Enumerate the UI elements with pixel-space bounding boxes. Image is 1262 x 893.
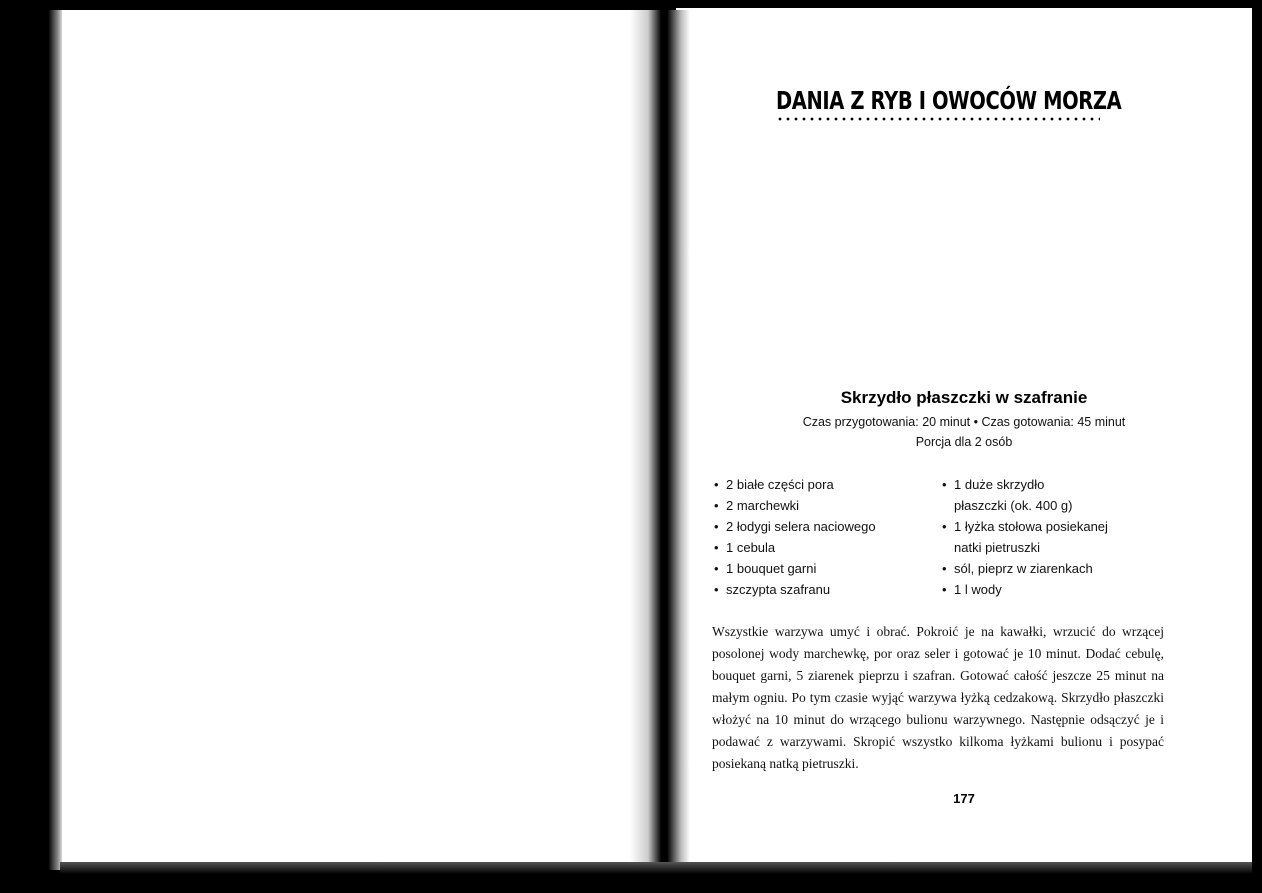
bottom-edge-shadow bbox=[60, 862, 1252, 874]
ingredient-item: • 1 duże skrzydło bbox=[942, 477, 1045, 492]
recipe-times: Czas przygotowania: 20 minut • Czas gotowania: 45 minut bbox=[802, 415, 1126, 429]
ingredients-list-left bbox=[714, 474, 876, 600]
recipe-servings: Porcja dla 2 osób bbox=[915, 435, 1013, 449]
recipe-method-text: Wszystkie warzywa umyć i obrać. Pokroić je na kawałki, wrzucić do wrzącej posolonej wody marchewkę, por oraz seler i gotować je 10 minut. Dodać cebulę, bouquet garni, 5 ziarenek pieprzu i szafran. Gotować całość jeszcze 25 minut na małym ogniu. Po tym czasie wyjąć warzywa łyżką cedzakową. Skrzydło płaszczki włożyć na 10 minut do wrzącego bulionu warzywnego. Następnie odsączyć je i podawać z warzywami. Skropić wszystko kilkoma łyżkami bulionu i posypać posiekaną natką pietruszki. bbox=[712, 624, 1164, 771]
ingredient-item: • 1 cebula bbox=[714, 540, 776, 555]
ingredient-item: • 2 białe części pora bbox=[714, 477, 834, 492]
page-number: 177 bbox=[953, 791, 975, 806]
chapter-title: DANIA Z RYB I OWOCÓW MORZA bbox=[776, 86, 1122, 115]
chapter-title-dotted-rule bbox=[776, 116, 1100, 122]
ingredient-item: • szczypta szafranu bbox=[714, 582, 831, 597]
recipe-title: Skrzydło płaszczki w szafranie bbox=[840, 388, 1088, 407]
ingredients-list-right bbox=[942, 474, 1108, 600]
ingredient-item: • sól, pieprz w ziarenkach bbox=[942, 561, 1093, 576]
ingredient-item-continuation: natki pietruszki bbox=[954, 540, 1040, 555]
ingredient-item: • 1 łyżka stołowa posiekanej bbox=[942, 519, 1108, 534]
ingredient-item: • 1 bouquet garni bbox=[714, 561, 817, 576]
ingredient-item-continuation: płaszczki (ok. 400 g) bbox=[954, 498, 1073, 513]
left-page-blank bbox=[62, 10, 662, 865]
ingredient-item: • 2 marchewki bbox=[714, 498, 799, 513]
ingredient-item: • 1 l wody bbox=[942, 582, 1002, 597]
ingredient-item: • 2 łodygi selera naciowego bbox=[714, 519, 876, 534]
left-page-edge-shadow bbox=[12, 10, 64, 870]
